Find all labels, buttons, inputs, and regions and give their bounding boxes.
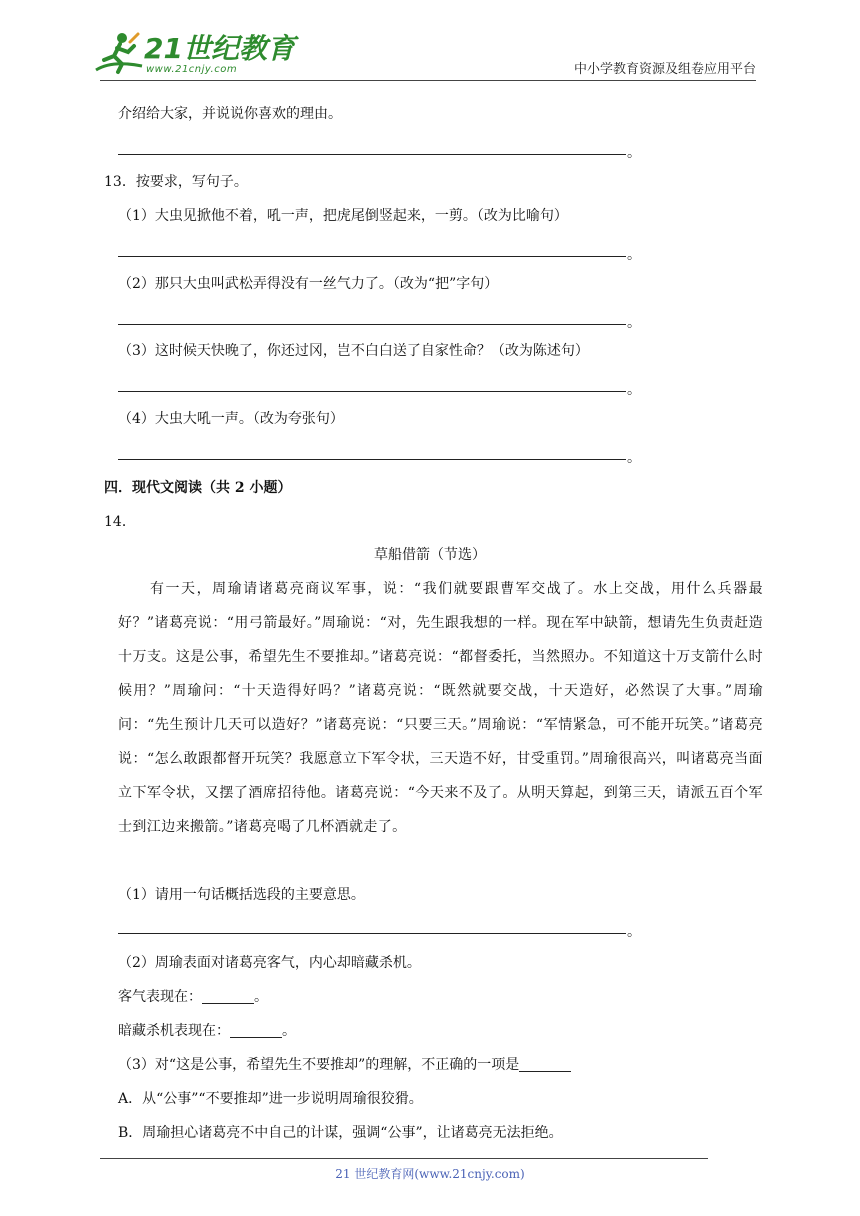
answer-line — [118, 154, 626, 155]
logo-text: 21世纪教育 — [144, 32, 295, 65]
sub-2-hidden-intent-line — [118, 1021, 296, 1041]
option-b: B．周瑜担心诸葛亮不中自己的计谋，强调“公事”，让诸葛亮无法拒绝。 — [118, 1125, 563, 1141]
header-divider — [100, 80, 756, 81]
option-a: A．从“公事”“不要推却”进一步说明周瑜很狡猾。 — [118, 1091, 423, 1107]
sub-2-politeness-line — [118, 987, 268, 1007]
question-14-number: 14． — [104, 514, 136, 530]
fill-blank — [230, 1023, 282, 1038]
answer-line — [118, 459, 626, 460]
question-14-sub-3 — [118, 1055, 571, 1075]
period: 。 — [627, 145, 641, 161]
answer-line — [118, 933, 626, 934]
footer-divider — [100, 1158, 708, 1159]
footer-text: 21 世纪教育网(www.21cnjy.com) — [335, 1167, 525, 1181]
answer-line — [118, 324, 626, 325]
logo-url: www.21cnjy.com — [146, 64, 238, 75]
passage-text: 有一天，周瑜请诸葛亮商议军事，说：“我们就要跟曹军交战了。水上交战，用什么兵器最好？”诸葛亮说：“用弓箭最好。”周瑜说：“对，先生跟我想的一样。现在军中缺箭，想请先生负责赶造十万支。这是公事，希望先生不要推却。”诸葛亮说：“都督委托，当然照办。不知道这十万支箭什么时候用？”周瑜问：“十天造得好吗？”诸葛亮说：“既然就要交战，十天造好，必然误了大事。”周瑜问：“先生预计几天可以造好？”诸葛亮说：“只要三天。”周瑜说：“军情紧急，可不能开玩笑。”诸葛亮说：“怎么敢跟都督开玩笑？我愿意立下军令状，三天造不好，甘受重罚。”周瑜很高兴，叫诸葛亮当面立下军令状，又摆了酒席招待他。诸葛亮说：“今天来不及了。从明天算起，到第三天，请派五百个军士到江边来搬箭。”诸葛亮喝了几杯酒就走了。 — [118, 581, 763, 835]
answer-line — [118, 391, 626, 392]
period: 。 — [627, 315, 641, 331]
runner-logo-icon — [92, 30, 146, 76]
section-4-title: 四．现代文阅读（共 2 小题） — [104, 480, 292, 496]
period: 。 — [254, 989, 268, 1005]
question-13-title: 13．按要求，写句子。 — [104, 174, 248, 190]
site-name: 中小学教育资源及组卷应用平台 — [573, 62, 756, 77]
question-13-item-2: （2）那只大虫叫武松弄得没有一丝气力了。（改为“把”字句） — [118, 276, 499, 292]
period: 。 — [627, 924, 641, 940]
question-14-sub-2: （2）周瑜表面对诸葛亮客气，内心却暗藏杀机。 — [118, 955, 421, 971]
question-13-item-1: （1）大虫见掀他不着，吼一声，把虎尾倒竖起来，一剪。（改为比喻句） — [118, 208, 568, 224]
question-14-sub-1: （1）请用一句话概括选段的主要意思。 — [118, 887, 365, 903]
question-13-item-4: （4）大虫大吼一声。（改为夸张句） — [118, 411, 344, 427]
period: 。 — [627, 382, 641, 398]
sub-3-text: （3）对“这是公事，希望先生不要推却”的理解，不正确的一项是 — [118, 1057, 520, 1073]
period: 。 — [627, 450, 641, 466]
fill-blank — [202, 989, 254, 1004]
period: 。 — [627, 247, 641, 263]
sub-2-hidden-intent-label: 暗藏杀机表现在： — [118, 1023, 230, 1039]
fill-blank — [519, 1057, 571, 1072]
question-13-item-3: （3）这时候天快晚了，你还过冈，岂不白白送了自家性命？（改为陈述句） — [118, 343, 589, 359]
passage-title: 草船借箭（节选） — [374, 547, 486, 563]
answer-line — [118, 256, 626, 257]
period: 。 — [282, 1023, 296, 1039]
intro-tail: 介绍给大家，并说说你喜欢的理由。 — [118, 106, 342, 122]
sub-2-politeness-label: 客气表现在： — [118, 989, 202, 1005]
